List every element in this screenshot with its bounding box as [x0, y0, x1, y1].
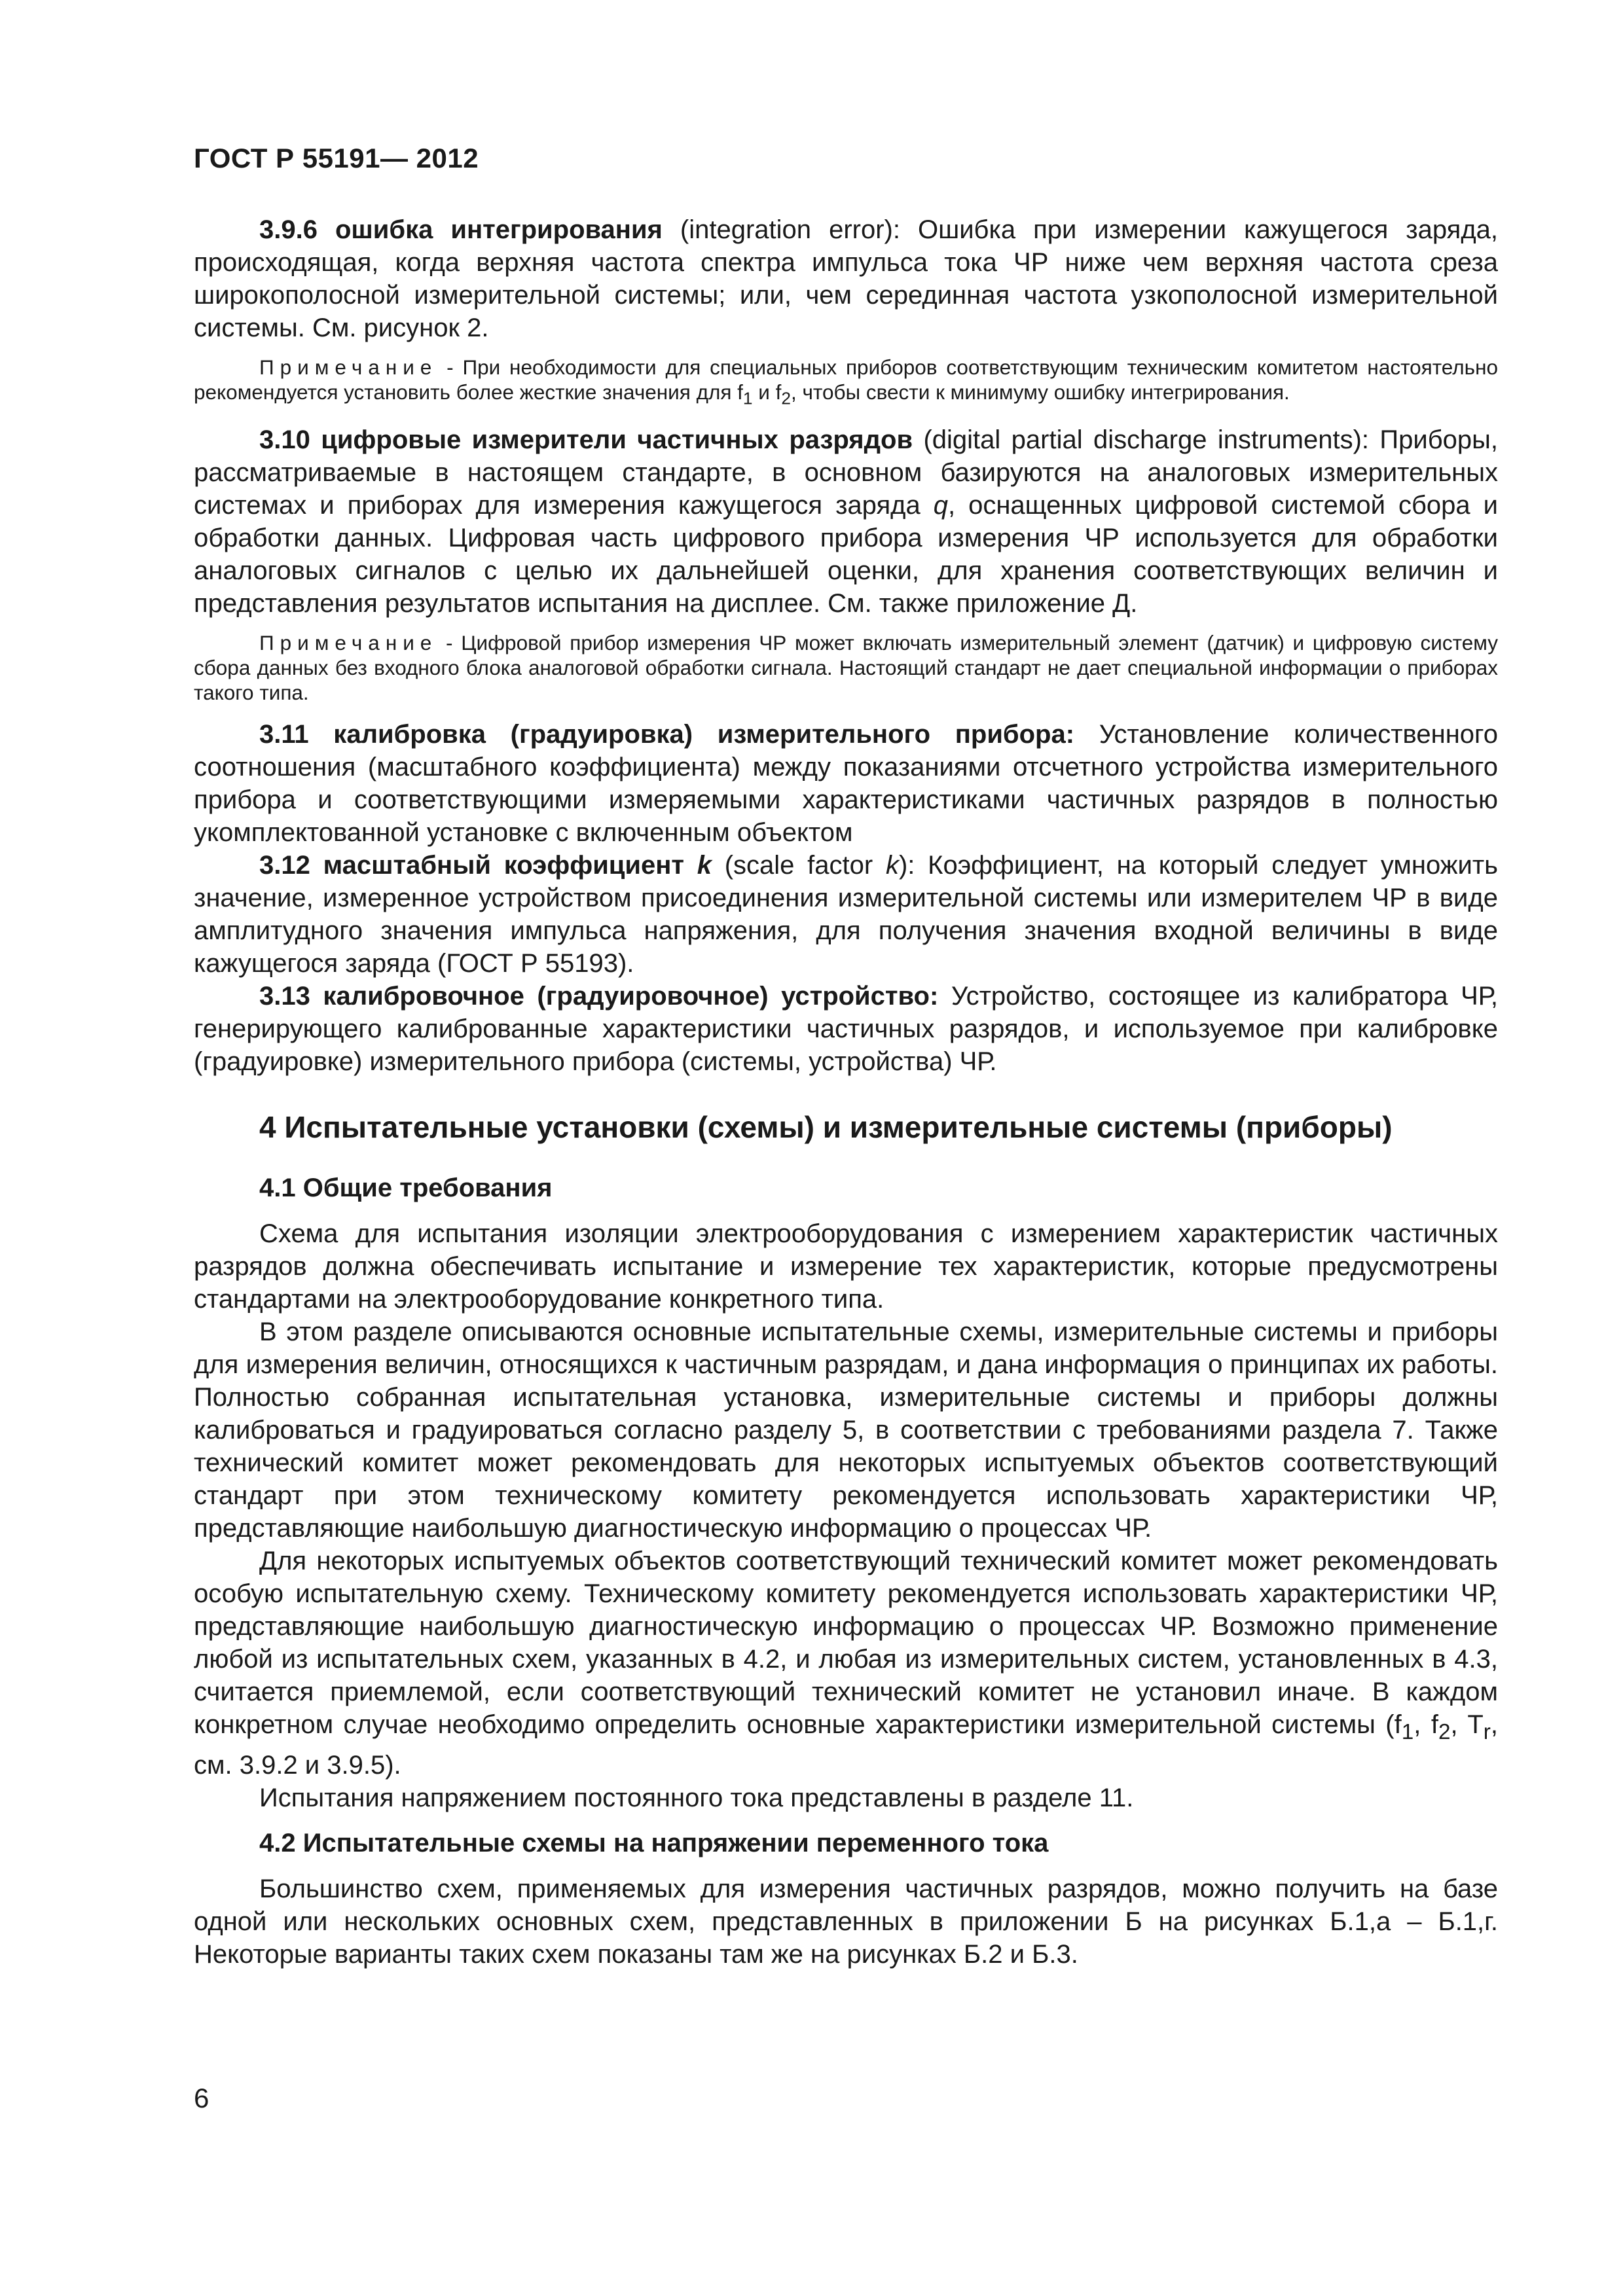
clause-3-9-6: 3.9.6 ошибка интегрирования (integration error): Ошибка при измерении кажущегося заряда, происходящая, когда верхняя частота спектра импульса тока ЧР ниже чем верхняя частота среза широкополосной измерительной системы; или, чем серединная частота узкополосной измерительной системы. См. рисунок 2. — [194, 215, 1499, 342]
clause-3-12: 3.12 масштабный коэффициент k (scale factor k): Коэффициент, на который следует умножить значение, измеренное устройством присоединения измерительной системы или измерителем ЧР в виде амплитудного значения импульса напряжения, для получения значения входной величины в виде кажущегося заряда (ГОСТ Р 55193). — [194, 851, 1499, 978]
note-2: Примечание - Цифровой прибор измерения ЧР может включать измерительный элемент (датчик) и цифровую систему сбора данных без входного блока аналоговой обработки сигнала. Настоящий стандарт не дает специальной информации о приборах такого типа. — [194, 631, 1498, 705]
clause-3-9-6-term: 3.9.6 ошибка интегрирования — [259, 215, 663, 244]
subsection-4-1-paragraph-2: В этом разделе описываются основные испытательные схемы, измерительные системы и приборы для измерения величин, относящихся к частичным разрядам, и дана информация о принципах их работы. Полностью собранная испытательная установка, измерительные системы и приборы должны калиброваться и градуироваться согласно разделу 5, в соответствии с требованиями раздела 7. Также технический комитет может рекомендовать для некоторых испытуемых объектов соответствующий стандарт при этом техническому комитету рекомендуется использовать характеристики ЧР, представляющие наибольшую диагностическую информацию о процессах ЧР. — [194, 1318, 1498, 1543]
note-1: Примечание - При необходимости для специальных приборов соответствующим техническим комитетом настоятельно рекомендуется установить более жесткие значения для $f_1$ и $f_2$, чтобы свести к минимуму ошибку интегрирования. — [194, 355, 1498, 408]
subsection-4-1-paragraph-4: Испытания напряжением постоянного тока представлены в разделе 11. — [259, 1784, 1134, 1813]
clause-3-10-term: 3.10 цифровые измерители частичных разрядов — [259, 425, 913, 455]
clause-3-13: 3.13 калибровочное (градуировочное) устройство: Устройство, состоящее из калибратора ЧР, генерирующего калиброванные характеристики частичных разрядов, и используемое при калибровке (градуировке) измерительного прибора (системы, устройства) ЧР. — [194, 982, 1498, 1077]
subsection-4-1-paragraph-3: Для некоторых испытуемых объектов соответствующий технический комитет может рекомендовать особую испытательную схему. Техническому комитету рекомендуется использовать характеристики ЧР, представляющие наибольшую диагностическую информацию о процессах ЧР. Возможно применение любой из испытательных схем, указанных в 4.2, и любая из измерительных систем, установленных в 4.3, считается приемлемой, если соответствующий технический комитет не установил иначе. В каждом конкретном случае необходимо определить основные характеристики измерительной системы ($f_1$, $f_2$, $T_r$, см. 3.9.2 и 3.9.5). — [194, 1547, 1499, 1780]
clause-3-11-term: 3.11 калибровка (градуировка) измерительного прибора: — [259, 720, 1075, 749]
section-4-title: 4 Испытательные установки (схемы) и измерительные системы (приборы) — [259, 1110, 1393, 1145]
clause-3-13-term: 3.13 калибровочное (градуировочное) устройство: — [259, 982, 939, 1011]
document-page — [194, 143, 1498, 1971]
subsection-4-1-paragraph-1: Схема для испытания изоляции электрооборудования с измерением характеристик частичных разрядов должна обеспечивать испытание и измерение тех характеристик, которые предусмотрены стандартами на электрооборудование конкретного типа. — [194, 1219, 1498, 1314]
note-label: Примечание — [259, 631, 438, 655]
clause-3-10: 3.10 цифровые измерители частичных разрядов (digital partial discharge instruments): Приборы, рассматриваемые в настоящем стандарте, в основном базируются на аналоговых измерительных системах и приборах для измерения кажущегося заряда q, оснащенных цифровой системой сбора и обработки данных. Цифровая часть цифрового прибора измерения ЧР используется для обработки аналоговых сигналов с целью их дальнейшей оценки, для хранения соответствующих величин и представления результатов испытания на дисплее. См. также приложение Д. — [194, 425, 1499, 619]
subsection-4-2-paragraph-1: Большинство схем, применяемых для измерения частичных разрядов, можно получить на базе одной или нескольких основных схем, представленных в приложении Б на рисунках Б.1,а – Б.1,г. Некоторые варианты таких схем показаны там же на рисунках Б.2 и Б.3. — [194, 1874, 1498, 1969]
note-label: Примечание — [259, 355, 438, 379]
clause-3-12-term: 3.12 масштабный коэффициент k — [259, 851, 712, 880]
clause-3-11: 3.11 калибровка (градуировка) измерительного прибора: Установление количественного соотношения (масштабного коэффициента) между показаниями отсчетного устройства измерительного прибора и соответствующими измеряемыми характеристиками частичных разрядов в полностью укомплектованной установке с включенным объектом — [194, 720, 1498, 848]
page-number: 6 — [194, 2083, 210, 2113]
document-header: ГОСТ Р 55191— 2012 — [194, 143, 479, 173]
subsection-4-1-title: 4.1 Общие требования — [259, 1174, 553, 1203]
subsection-4-2-title: 4.2 Испытательные схемы на напряжении переменного тока — [259, 1829, 1049, 1858]
